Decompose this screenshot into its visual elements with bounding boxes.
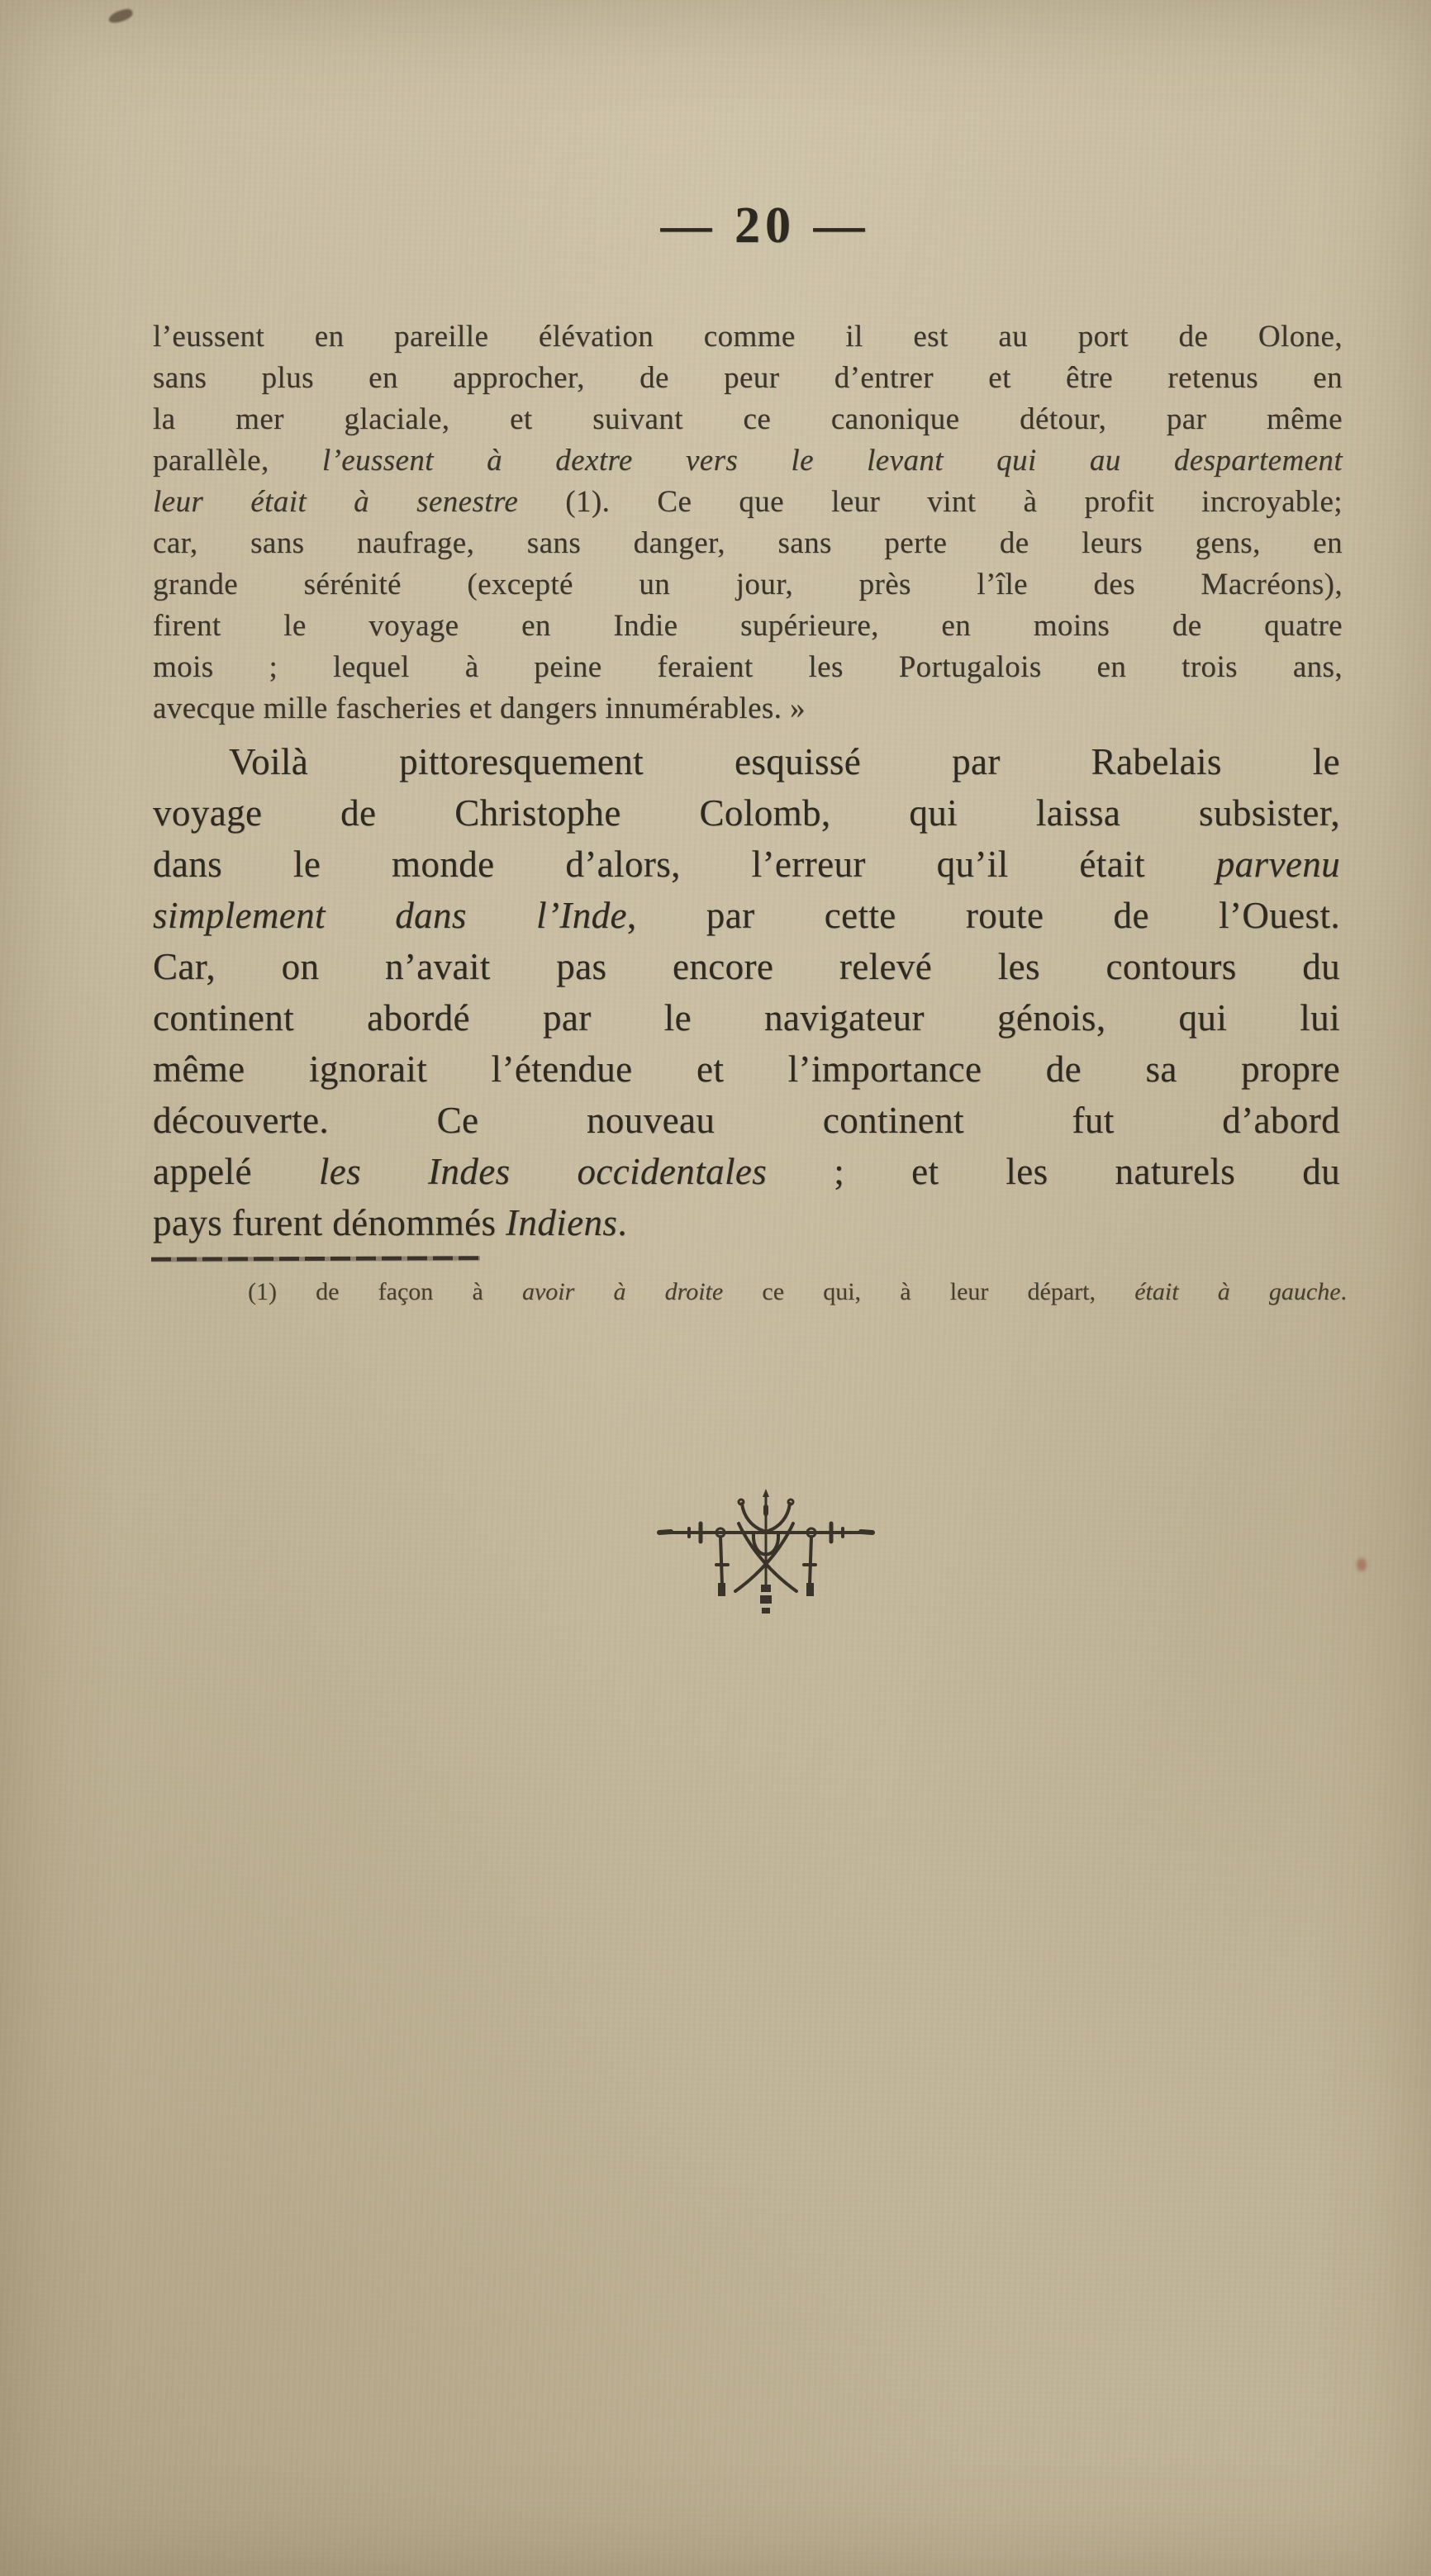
text-line: Car, on n’avait pas encore relevé les contours du [153, 946, 1340, 987]
text-line: découverte. Ce nouveau continent fut d’abord [153, 1100, 1340, 1141]
text-line: appelé les Indes occidentales ; et les naturels du [153, 1151, 1340, 1192]
paper-stain [1357, 1558, 1367, 1571]
text-line: simplement dans l’Inde, par cette route de l’Ouest. [153, 895, 1340, 936]
text-line: (1) de façon à avoir à droite ce qui, à leur départ, était à gauche. [248, 1278, 1348, 1305]
page-number: — 20 — [660, 197, 870, 254]
text-line: firent le voyage en Indie supérieure, en moins de quatre [153, 609, 1343, 643]
text-line: avecque mille fascheries et dangers innumérables. » [153, 692, 806, 725]
text-line: leur était à senestre (1). Ce que leur vint à profit incroyable; [153, 485, 1343, 519]
tailpiece-fleuron-icon [654, 1485, 877, 1616]
footnote-separator-rule [151, 1256, 480, 1261]
body-paragraph [153, 736, 1340, 1248]
text-line: mois ; lequel à peine feraient les Portugalois en trois ans, [153, 650, 1343, 684]
text-line: grande sérénité (excepté un jour, près l’île des Macréons), [153, 568, 1343, 601]
text-line: car, sans naufrage, sans danger, sans perte de leurs gens, en [153, 526, 1343, 560]
text-line: dans le monde d’alors, l’erreur qu’il était parvenu [153, 844, 1340, 885]
text-line: pays furent dénommés Indiens. [153, 1202, 627, 1243]
footnote [248, 1275, 1347, 1309]
text-line: même ignorait l’étendue et l’importance de sa propre [153, 1048, 1340, 1090]
text-line: parallèle, l’eussent à dextre vers le levant qui au despartement [153, 444, 1343, 478]
quote-paragraph [153, 316, 1343, 730]
text-line: la mer glaciale, et suivant ce canonique détour, par même [153, 402, 1343, 436]
text-line: sans plus en approcher, de peur d’entrer et être retenus en [153, 361, 1343, 395]
text-line: Voilà pittoresquement esquissé par Rabelais le [229, 741, 1340, 782]
text-line: voyage de Christophe Colomb, qui laissa subsister, [153, 792, 1340, 834]
text-line: continent abordé par le navigateur génois, qui lui [153, 997, 1340, 1038]
ink-smudge [107, 7, 135, 26]
text-line: l’eussent en pareille élévation comme il est au port de Olone, [153, 320, 1343, 354]
